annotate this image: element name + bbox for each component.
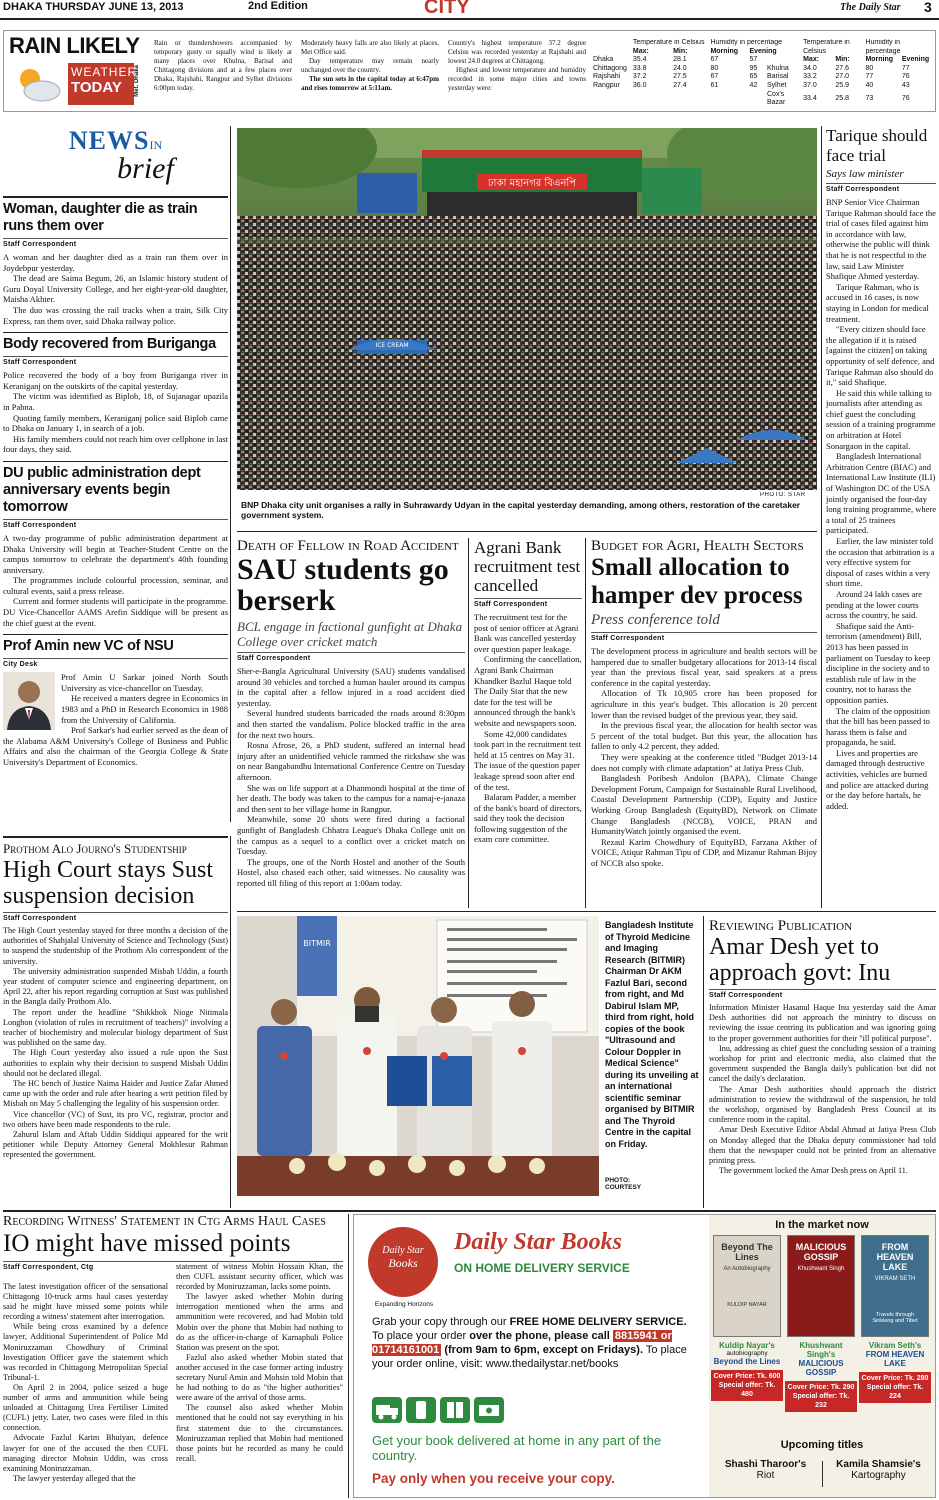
weather-logo-bottom: TODAY: [71, 79, 122, 96]
paragraph: In the previous fiscal year, the allocation for health sector was 5 percent of the total budget. But this year, the allocation has fallen to only 4.2 percent, they added.: [591, 720, 817, 752]
weather-col2a: Moderately heavy falls are also likely at places, Met Office said.: [301, 39, 439, 56]
io-title: IO might have missed points: [3, 1230, 291, 1257]
paragraph: The claim of the opposition that the bill has been passed to harass them is false and propaganda, he said.: [826, 705, 930, 748]
brief-1-byline: Staff Correspondent: [3, 238, 228, 248]
ad-order-text: [372, 1315, 697, 1371]
news-in-brief-column: [3, 126, 228, 822]
book-author: Kuldip Nayar's: [719, 1341, 775, 1350]
weather-table-left: [590, 39, 785, 91]
rally-banner-text: ঢাকা মহানগর বিএনপি: [487, 178, 577, 189]
weather-value: 80: [865, 64, 874, 72]
paragraph: The High Court yesterday also issued a rule upon the Sust authorities to explain why their decision to suspend Misbah Uddin should not be declared illegal.: [3, 1048, 228, 1078]
wx-hum-header-2: Humidity in percentage: [865, 39, 901, 55]
weather-box: [3, 30, 936, 112]
book-price-box: [711, 1370, 783, 1401]
book-title: Beyond the Lines: [713, 1357, 781, 1366]
sau-kicker: Death of Fellow in Road Accident: [237, 538, 459, 554]
paragraph: The university administration suspended Misbah Uddin, a fourth year student of computer science and engineering department, on April 22, after his report regarding corruption at Sust was published in the Bangla daily Prothom Alo.: [3, 966, 228, 1007]
weather-row: [590, 56, 785, 65]
wx-evening: Evening: [749, 47, 777, 55]
paragraph: Advocate Fazlul Karim Bhuiyan, defence lawyer for one of the accused the then CUFL managing director Mohsin Uddin, was cross examining Moniruzzaman.: [3, 1433, 168, 1473]
weather-value: 76: [901, 94, 910, 102]
wx-morning-2: Morning: [865, 56, 894, 64]
upcoming-2-author: Kamila Shamsie's: [836, 1459, 921, 1470]
paragraph: The report under the headline "Shikkhok Nioge Nitimala Longhon (violation of rules in recruitment of teachers)" involving a teacher of biochemistry and molecular biology department of Sust was published on the same day.: [3, 1007, 228, 1048]
weather-table-right: [764, 39, 935, 108]
weather-city: Rangpur: [593, 81, 620, 89]
sau-body: [237, 666, 465, 888]
ad-phone[interactable]: 8815941 or 01714161001: [372, 1330, 672, 1356]
tarique-deck: Says law minister: [826, 168, 904, 180]
brief-1-body: [3, 252, 228, 326]
paragraph: BNP Senior Vice Chairman Tarique Rahman should face the trial of cases filed against him in accordance with law, otherwise the public will think that he is not respectful to the law, said Law Minister Shafique Ahmed yesterday.: [826, 197, 936, 282]
ad-seal-top: Daily Star: [382, 1245, 424, 1256]
sau-story: [237, 538, 465, 908]
weather-value: 25.9: [835, 81, 850, 89]
bitmir-photo-credit: PHOTO: COURTESY: [605, 1177, 642, 1191]
brief-logo-brief: brief: [117, 152, 174, 185]
paragraph: Tarique Rahman, who is accused in 16 cases, is now staying in London for medical treatment.: [826, 281, 929, 324]
weather-col2c: The sun sets in the capital today at 6:47pm and rises tomorrow at 5:11am.: [301, 75, 439, 92]
budget-byline: Staff Correspondent: [591, 632, 817, 642]
wx-temp-header: Temperature in Celsius: [632, 39, 705, 46]
paragraph: The recruitment test for the post of senior officer at Agrani Bank was cancelled yesterday over question paper leakage.: [474, 612, 579, 654]
weather-city: Barisal: [767, 73, 789, 81]
paragraph: Prof Sarkar's had earlier served as the dean of the Alabama A&M University's College of Business and Public Affairs and also the chairman of the Georgia College & State University's Department of Economics.: [3, 725, 228, 767]
io-byline: Staff Correspondent, Ctg: [3, 1261, 343, 1271]
wx-temp-header-2: Temperature in Celsius: [803, 39, 850, 55]
sust-byline: Staff Correspondent: [3, 912, 228, 922]
book-cover-author: KULDIP NAYAR: [727, 1302, 767, 1308]
budget-kicker: Budget for Agri, Health Sectors: [591, 538, 804, 554]
ad-upcoming-title: Upcoming titles: [780, 1439, 864, 1451]
ad-seal-tagline: Expanding Horizons: [374, 1301, 434, 1308]
paragraph: She was on life support at a Dhanmondi hospital at the time of her death. The body was taken to the campus for a namaj-e-janaza and then sent to her village home in Rangpur.: [237, 782, 465, 814]
paragraph: Several hundred students barricaded the roads around 8:30pm and then started the vandalism. Police blocked traffic in the area for the next two hours.: [237, 708, 465, 740]
brief-1-title: Woman, daughter die as train runs them over: [3, 201, 198, 234]
brief-2-title: Body recovered from Buriganga: [3, 336, 216, 353]
paragraph: Zahurul Islam and Aftab Uddin Siddiqui appeared for the writ petitioner while Deputy Attorney General Mokhlesur Rahman represented the government.: [3, 1130, 228, 1160]
paragraph: Meanwhile, some 20 shots were fired during a factional gunfight of Bangladesh Chhatra League's Dhaka College unit on the campus as a sequel to a conflict over a cricket match on Tuesday.: [237, 814, 465, 857]
paragraph: Prof Amin U Sarkar joined North South University as vice-chancellor on Tuesday.: [61, 672, 228, 693]
ad-get-text: Get your book delivered at home in any part of the country.: [372, 1433, 662, 1463]
weather-value: 67: [710, 73, 719, 81]
weather-value: 36.0: [632, 81, 647, 89]
paragraph: He received a masters degree in Economics in 1983 and a PhD in Research Economics in 1988 from the University of California.: [61, 693, 228, 725]
book-cover-title: FROM HEAVEN LAKE: [876, 1242, 914, 1272]
weather-value: 33.2: [803, 73, 817, 81]
paragraph: The Amar Desh authorities should approach the district administration to review the withdrawal of the suspension, he told the workshop, organised by Bangladesh Press Council at its conference room in the capital.: [709, 1084, 936, 1125]
weather-city: Cox's Bazar: [767, 90, 786, 107]
ad-url[interactable]: www.thedailystar.net/books: [485, 1358, 619, 1370]
paragraph: Bangladesh International Arbitration Centre (BIAC) and International Law Institute (ILI) of Washington DC of the USA jointly organised the four-day long training programme, where a total of 25 trainees participated.: [826, 451, 936, 536]
upcoming-1-author: Shashi Tharoor's: [724, 1459, 807, 1470]
brief-story-3: [3, 465, 228, 628]
dateline: DHAKA THURSDAY JUNE 13, 2013: [3, 1, 184, 13]
wx-right-rows: [764, 65, 935, 108]
book-cover[interactable]: [861, 1235, 929, 1337]
ice-cream-umbrella-text: ICE CREAM: [375, 342, 409, 349]
weather-value: 35.4: [632, 56, 647, 64]
weather-value: 76: [901, 73, 910, 81]
weather-value: 27.5: [673, 73, 687, 81]
weather-value: 67: [710, 56, 719, 64]
weather-value: 27.4: [673, 81, 687, 89]
weather-value: 28.1: [673, 56, 687, 64]
brief-3-byline: Staff Correspondent: [3, 519, 228, 529]
book-cover-title: MALICIOUS GOSSIP: [795, 1242, 847, 1262]
paragraph: Inu, addressing as chief guest the concluding session of a training workshop for print and electronic media, also claimed that the government suspended the Bangla daily's publication but did not cancel the daily's declaration.: [709, 1043, 936, 1084]
brief-3-body: [3, 533, 228, 628]
rally-photo-credit: PHOTO: STAR: [760, 492, 806, 498]
book-cover[interactable]: [713, 1235, 781, 1337]
paragraph: The government locked the Amar Desh press on April 11.: [719, 1166, 908, 1176]
weather-value: 37.2: [632, 73, 647, 81]
weather-value: 65: [749, 73, 758, 81]
paragraph: Police recovered the body of a boy from Buriganga river in Keraniganj on the outskirts of the capital yesterday.: [3, 370, 228, 391]
ad-pay-text: Pay only when you receive your copy.: [372, 1471, 615, 1486]
book-price-box: [859, 1372, 931, 1403]
paragraph: Bangladesh Poribesh Andolon (BAPA), Climate Change Development Forum, Campaign for Sustainable Rural Livelihood, Coastal Development Partnership (CDP), Equity and Justice Working Group Bangladesh (EquityBD), Network on Climate Change Bangladesh (NCCB), VOICE, PRAN and HumanityWatch jointly organised the event.: [591, 773, 817, 837]
brief-4-title: Prof Amin new VC of NSU: [3, 638, 174, 655]
brief-story-1: [3, 201, 228, 326]
sust-body: [3, 926, 228, 1161]
weather-value: 37.0: [803, 81, 817, 89]
paragraph: Lives and properties are damaged through destructive activities, vehicles are burned and police are attacked during or the day before hartals, he added.: [826, 747, 929, 811]
sau-deck: BCL engage in factional gunfight at Dhaka College over cricket match: [237, 619, 463, 649]
weather-row: [590, 65, 785, 74]
weather-value: 77: [865, 73, 874, 81]
book-special-offer: Special offer: Tk. 224: [866, 1384, 924, 1400]
paragraph: Fazlul also asked whether Mobin stated that another accused in the case former acting industry secretary Nurul Amin and Mohsin told Mobin that he had nothing to do as "the higher authorities" were aware of the arrival of those arms.: [176, 1352, 343, 1403]
paragraph: Quoting family members, Keraniganj police said Biplob came to Dhaka on January 1, in search of a job.: [3, 412, 228, 434]
weather-value: 43: [901, 81, 910, 89]
ad-seal-bottom: Books: [388, 1256, 418, 1270]
paragraph: The HC bench of Justice Naima Haider and Justice Zafar Ahmed came up with the order and rule after hearing a writ petition filed by Misbah on May 5 challenging the legality of his suspension order.: [3, 1079, 228, 1109]
ad-body1: Grab your copy through our: [372, 1316, 510, 1328]
tarique-byline: Staff Correspondent: [826, 183, 936, 193]
wx-evening-2: Evening: [901, 56, 930, 64]
brief-story-2: [3, 336, 228, 455]
paragraph: The dead are Saima Begum, 26, an Islamic history student of Guru Doyal University College, and her eight-year-old daughter, Maisha Akhter.: [3, 273, 228, 305]
weather-value: 27.0: [835, 73, 850, 81]
bitmir-unveiling-image: [237, 916, 599, 1196]
book-cover-author: Travels through Sinkiang and Tibet: [872, 1312, 918, 1324]
ad-bold2: over the phone, please call: [469, 1330, 613, 1342]
ad-upcoming-2: [826, 1459, 931, 1481]
ad-brand: Daily Star Books: [454, 1229, 623, 1255]
sau-byline: Staff Correspondent: [237, 652, 465, 662]
brief-logo-in: IN: [149, 138, 163, 152]
weather-value: 27.6: [835, 64, 850, 72]
book-title: MALICIOUS GOSSIP: [798, 1359, 844, 1377]
book-cover-title: Beyond The Lines: [721, 1242, 773, 1262]
weather-col2b: Day temperature may remain nearly unchanged over the country.: [301, 57, 439, 74]
ad-seal: [368, 1227, 438, 1297]
book-title: FROM HEAVEN LAKE: [865, 1350, 925, 1368]
budget-deck: Press conference told: [591, 612, 720, 628]
paragraph: Shafique said the Anti-terrorism (amendment) Bill, 2013 has been passed in parliament on Tuesday to keep discipline in the society and to establish rule of law in the country, not to harass the opposition parties.: [826, 620, 931, 705]
page-number: 3: [924, 0, 932, 15]
weather-sun-cloud-icon: [12, 63, 64, 105]
io-body-col1: [3, 1282, 168, 1484]
book-cover-sub: An Autobiography: [723, 1266, 771, 1272]
weather-col1: Rain or thundershowers accompanied by temporary gusty or squally wind is likely at many places over Khulna, Barisal and Chittagong divisions and at a few places over Dhaka, Rajshahi, Rangpur and Sylhet divisions 6:00pm today.: [154, 39, 292, 92]
paragraph: Sher-e-Bangla Agricultural University (SAU) students vandalised around 30 vehicles and torched a human hauler around its campus in the capital after a fellow injured in a road accident died yesterday.: [237, 666, 465, 708]
weather-row: [764, 73, 935, 82]
book-cover-price: Cover Price: Tk. 600: [713, 1373, 781, 1380]
paper-name: The Daily Star: [840, 2, 901, 13]
paragraph: The duo was crossing the rail tracks when a train, Silk City Express, ran them over, said Dhaka railway police.: [3, 304, 228, 326]
wx-hum-header: Humidity in percentage: [710, 39, 783, 46]
book-special-offer: Special offer: Tk. 232: [792, 1393, 850, 1409]
brief-2-body: [3, 370, 228, 455]
rally-photo: [237, 128, 817, 490]
amar-title: Amar Desh yet to approach govt: Inu: [709, 934, 891, 986]
rally-crowd-image: [237, 128, 817, 490]
paragraph: The groups, one of the North Hostel and another of the South Hostel, also chased each other, said witnesses. No causality was reported till filing of this report at 1:00am today.: [237, 856, 465, 888]
paragraph: On April 2 in 2004, police seized a huge number of arms and ammunition while being unloaded at Chittagong Urea Fertiliser Limited (CUFL) jetty. Later, two cases were filed in this connection.: [3, 1382, 168, 1433]
weather-value: 24.0: [673, 64, 687, 72]
delivery-van-icon: [372, 1397, 402, 1423]
ad-service: ON HOME DELIVERY SERVICE: [454, 1261, 630, 1275]
weather-value: 77: [901, 64, 910, 72]
wx-left-rows: [590, 56, 785, 90]
paragraph: A two-day programme of public administration department at Dhaka University will begin at Teacher-Student Centre on the campus tomorrow to celebrate the department's 40th founding anniversary.: [3, 532, 228, 575]
paragraph: Balaram Padder, a member of the bank's board of directors, said they took the decision following suggestion of the exam core committee.: [474, 792, 582, 845]
weather-value: 33.4: [803, 94, 817, 102]
wx-max-2: Max:: [803, 56, 820, 64]
books-ad: [353, 1214, 936, 1498]
book-cover[interactable]: [787, 1235, 855, 1337]
paragraph: A woman and her daughter died as a train ran them over in Joydebpur yesterday.: [3, 252, 228, 273]
sust-story: [3, 836, 228, 1208]
paragraph: They were speaking at the conference titled "Budget 2013-14 does not comply with climate adaptation" at Jatiya Press Club.: [591, 751, 817, 773]
weather-value: 25.8: [835, 94, 850, 102]
paragraph: The programmes include colourful procession, seminar, and cultural events, said a press release.: [3, 575, 228, 596]
ad-bold3: (from 9am to 6pm, except on Fridays).: [441, 1344, 644, 1356]
weather-value: 40: [865, 81, 874, 89]
phone-icon: [406, 1397, 436, 1423]
edition: 2nd Edition: [248, 0, 308, 12]
tarique-story: [826, 126, 936, 908]
sau-title: SAU students go berserk: [237, 553, 449, 617]
paragraph: Allocation of Tk 10,905 crore has been proposed for agriculture in this year's budget. This allocation is 20 percent lower than the revised budget of the previous year, they said.: [591, 688, 817, 720]
brief-logo: [3, 126, 228, 188]
tarique-body: [826, 197, 936, 811]
agrani-byline: Staff Correspondent: [474, 598, 582, 608]
ad-market-title: In the market now: [775, 1219, 869, 1231]
paragraph: statement of witness Mobin Hossain Khan, the then CUFL assistant security officer, which was recorded by Moniruzzaman, lacks some points.: [176, 1262, 343, 1292]
paragraph: Confirming the cancellation, Agrani Bank Chairman Khandker Bazlul Haque told The Daily Star that the new date for the test will be announced through the bank's website and newspapers soon.: [474, 654, 582, 728]
ad-left-panel: [354, 1215, 709, 1498]
book-card[interactable]: [859, 1235, 931, 1425]
paragraph: The lawyer asked whether Mobin during interrogation mentioned when the arms and ammunition were recovered, and had Mobin told Mobin over the phone that Mobin had nothing to do as the officer-in-charge of Karnaphuli Police Station was present on the spot.: [176, 1292, 343, 1352]
weather-headline: RAIN LIKELY: [9, 33, 140, 58]
weather-col3a: Country's highest temperature 37.2 degree Celsius was recorded yesterday at Rajshahi and lowest 24.0 degrees at Chittagong.: [448, 39, 586, 65]
paragraph: The lawyer yesterday alleged that the: [13, 1473, 136, 1483]
weather-value: 42: [749, 81, 758, 89]
ad-body3: To place your order online, visit:: [372, 1344, 687, 1370]
paragraph: Around 24 lakh cases are pending at the lower courts across the country, he said.: [826, 588, 922, 621]
weather-logo-top: WEATHER: [71, 65, 138, 79]
weather-value: 33.8: [632, 64, 647, 72]
paragraph: Amar Desh Executive Editor Abdal Ahmad at Jatiya Press Club on Monday alleged that the Dhaka deputy commissioner had told them that the newspaper could not be printed from an alternative printing press.: [709, 1125, 936, 1166]
book-cover-price: Cover Price: Tk. 290: [787, 1384, 855, 1391]
ad-right-panel: [709, 1215, 935, 1498]
weather-value: 57: [749, 56, 758, 64]
paragraph: Some 42,000 candidates took part in the recruitment test held at 15 centres on May 31. The issue of the question paper leakage spread soon after end of the test.: [474, 728, 581, 792]
tarique-title: Tarique should face trial: [826, 126, 928, 165]
brief-story-4: [3, 638, 228, 767]
paragraph: Rezaul Karim Chowdhury of EquityBD, Farzana Akther of VOICE, Atiqur Rahman Tipu of CDP, and Mizanur Rahman Bijoy of NCCB also spoke.: [591, 836, 817, 868]
weather-row: [590, 73, 785, 82]
upcoming-2-title: Kartography: [851, 1470, 906, 1481]
ad-bold1: FREE HOME DELIVERY SERVICE.: [509, 1316, 687, 1328]
weather-col3b: Highest and lowest temperature and humidity recorded in some major cities and towns yesterday were:: [448, 66, 586, 92]
paragraph: Vice chancellor (VC) of Sust, its pro VC, registrar, proctor and two others have been made respondents to the rule.: [3, 1109, 228, 1129]
paragraph: His family members could not reach him over cellphone in last four days, they said.: [3, 433, 228, 455]
book-author: Vikram Seth's: [868, 1341, 922, 1350]
paragraph: The latest investigation officer of the sensational Chittagong 10-truck arms haul cases yesterday said he might have missed some points while recording a witness' statement after interrogation.: [3, 1282, 168, 1322]
paragraph: Earlier, the law minister told the occasion that arbitration is a very effective system for disposal of cases within a very short time.: [826, 536, 935, 589]
weather-value: 61: [710, 81, 719, 89]
book-card[interactable]: [785, 1235, 857, 1425]
book-note: autobiography: [726, 1350, 768, 1357]
brief-4-byline: City Desk: [3, 658, 228, 668]
wx-max: Max:: [632, 47, 649, 55]
paragraph: He said this while talking to journalists after attending as chief guest the concluding session of a training programme on arbitration at Hotel Sonargaon in the capital.: [826, 387, 936, 451]
upcoming-1-title: Riot: [756, 1470, 775, 1481]
bitmir-caption: Bangladesh Institute of Thyroid Medicine and Imaging Research (BITMIR) Chairman Dr AKM Fazlul Bari, second from right, and Md Dabirul Islam MP, third from right, hold copies of the book "Ultrasound and Colour Doppler in Medical Science" during its unveiling at an international scientific seminar organised by BITMIR and The Thyroid Centre in the capital on Friday.: [605, 920, 699, 1149]
paragraph: "Every citizen should face the allegation if it is raised [against the citizen] on taking opportunity of self defence, and Tarique Rahman also should do it," said Shafique.: [826, 324, 935, 388]
amar-body: [709, 1003, 936, 1176]
brief-2-byline: Staff Correspondent: [3, 356, 228, 366]
ad-body2: To place your order: [372, 1330, 470, 1342]
weather-logo-side: Met. Dhaka: [134, 65, 140, 97]
rally-photo-caption: BNP Dhaka city unit organises a rally in Suhrawardy Udyan in the capital yesterday demanding, among others, restoration of the caretaker government system.: [241, 500, 801, 520]
weather-city: Khulna: [767, 64, 789, 72]
book-cover-sub: Khushwant Singh: [797, 1266, 845, 1272]
paragraph: Information Minister Hasanul Haque Inu yesterday said the Amar Desh authorities did not approach the ministry to discuss on reviewing the issue centring its publication and was ignoring going to the proper government authorities for their "ill political purpose".: [709, 1003, 936, 1043]
budget-body: [591, 646, 817, 868]
paragraph: Current and former students will participate in the programme. DU Vice-Chancellor AAMS Arefin Siddique will be present as the chief guest at the event.: [3, 596, 228, 628]
paragraph: The High Court yesterday stayed for three months a decision of the authorities of Shahjalal University of Science and Technology (Sust) to suspend the studentship of the Prothom Alo correspondent of the university.: [3, 926, 228, 966]
weather-value: 34.0: [803, 64, 817, 72]
sust-kicker: Prothom Alo Journo's Studentship: [3, 841, 187, 856]
prof-amin-portrait: [3, 672, 55, 730]
wx-min-2: Min:: [835, 56, 850, 64]
paragraph: The victim was identified as Biplob, 18, of Sujanagar upazila in Pabna.: [3, 391, 228, 412]
weather-value: 73: [865, 94, 874, 102]
amar-byline: Staff Correspondent: [709, 989, 936, 999]
io-kicker: Recording Witness' Statement in Ctg Arms Haul Cases: [3, 1214, 326, 1229]
cash-icon: [474, 1397, 504, 1423]
book-cover-sub: VIKRAM SETH: [874, 1276, 916, 1282]
weather-row: [764, 65, 935, 74]
weather-city: Rajshahi: [593, 73, 621, 81]
book-author: Khushwant Singh's: [799, 1341, 843, 1359]
weather-row: [764, 82, 935, 91]
wx-morning: Morning: [710, 47, 739, 55]
book-icon: [440, 1397, 470, 1423]
ad-icons-row: [372, 1393, 697, 1429]
weather-row: [764, 91, 935, 108]
amar-desh-story: [709, 918, 936, 1208]
brief-logo-news: NEWS: [68, 126, 150, 155]
paragraph: Rosna Afrose, 26, a PhD student, suffered an internal head injury after an unidentified vehicle rammed the rickshaw she was on near Bangabandhu International Conference Centre on Tuesday afternoon.: [237, 740, 465, 782]
amar-kicker: Reviewing Publication: [709, 918, 853, 934]
io-body-col2: [176, 1262, 343, 1498]
bitmir-photo: [237, 916, 599, 1196]
book-card[interactable]: [711, 1235, 783, 1425]
weather-today-logo: [12, 63, 142, 105]
masthead: [0, 0, 939, 20]
paragraph: The counsel also asked whether Mobin mentioned that he could not say everything in his first statement due to the circumstances. Moniruzzaman replied that Mobin had mentioned those points but he recorded as many he could recall.: [176, 1403, 343, 1463]
ad-books-row: [711, 1235, 933, 1425]
agrani-story: [474, 538, 582, 908]
bitmir-logo-text: BITMIR: [303, 939, 331, 948]
weather-city: Chittagong: [593, 64, 627, 72]
agrani-title: Agrani Bank recruitment test cancelled: [474, 538, 581, 595]
book-cover-price: Cover Price: Tk. 280: [861, 1375, 929, 1382]
weather-row: [590, 82, 785, 91]
wx-min: Min:: [673, 47, 688, 55]
book-special-offer: Special offer: Tk. 480: [718, 1382, 776, 1398]
ad-upcoming-1: [713, 1459, 818, 1481]
agrani-body: [474, 612, 582, 845]
weather-col2: [301, 39, 439, 93]
weather-col3: [448, 39, 586, 93]
brief-3-title: DU public administration dept anniversary events begin tomorrow: [3, 464, 201, 515]
budget-story: [591, 538, 817, 908]
weather-value: 80: [710, 64, 719, 72]
section-name: CITY: [424, 0, 470, 18]
weather-city: Sylhet: [767, 81, 787, 89]
weather-value: 95: [749, 64, 758, 72]
budget-title: Small allocation to hamper dev process: [591, 554, 803, 609]
weather-city: Dhaka: [593, 56, 614, 64]
sust-title: High Court stays Sust suspension decision: [3, 857, 214, 909]
paragraph: The development process in agriculture and health sectors will be hampered due to smaller budgetary allocations for 2013-14 fiscal year than the previous fiscal year, said speakers at a press conference in the capital yesterday.: [591, 646, 817, 688]
paragraph: While being cross examined by a defence lawyer, Additional Superintendent of Police Md Moniruzzaman Chowdhury of Criminal Investigation Officer gave the statement which was recorded in Chittagong Metropolitan Special Tribunal-1.: [3, 1322, 168, 1382]
book-price-box: [785, 1381, 857, 1412]
